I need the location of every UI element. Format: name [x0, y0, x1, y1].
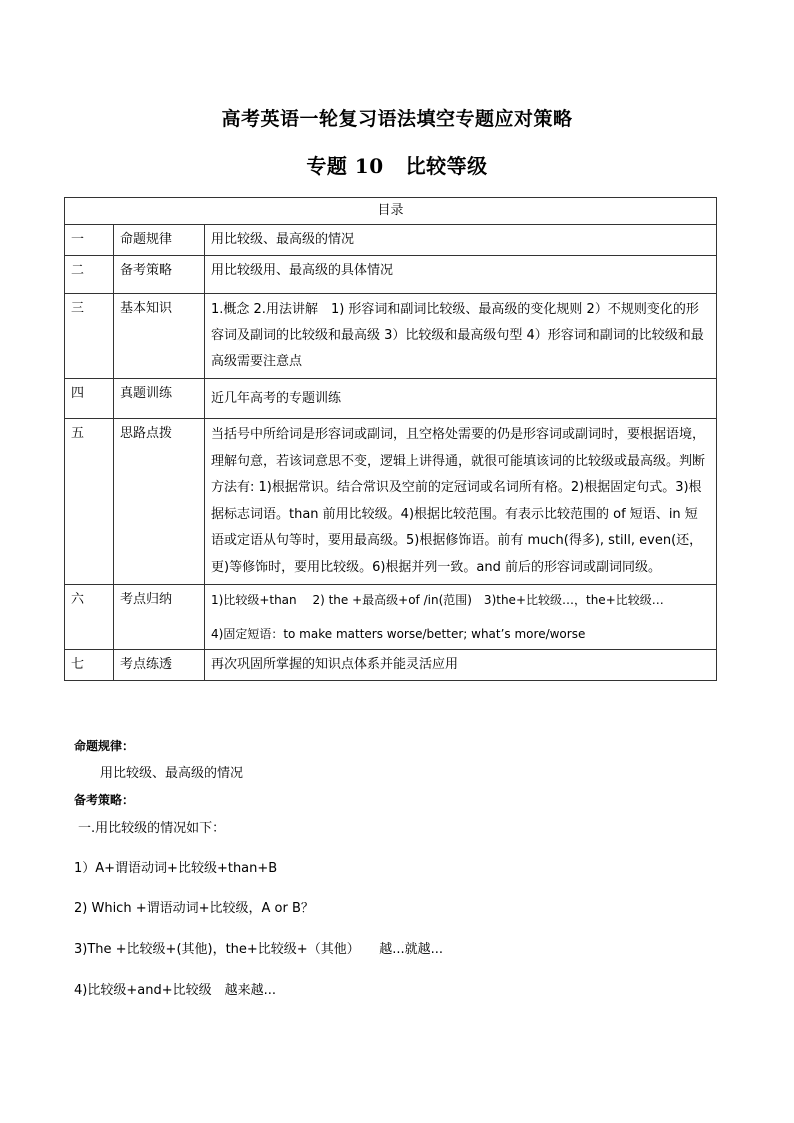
- row-description: 当括号中所给词是形容词或副词，且空格处需要的仍是形容词或副词时，要根据语境，理解句意，若该词意思不变，逻辑上讲得通，就很可能填该词的比较级或最高级。判断方法有: 1)根据常识。结合常识及空前的定冠词或名词所有格。2)根据固定句式。3)根据标志词语。than 前用比较级。4)根据比较范围。有表示比较范围的 of 短语、in 短语或定语从句等时，要用最高级。5)根据修饰语。前有 much(得多), still, even(还，更)等修饰时，要用比较级。6)根据并列一致。and 前后的形容词或副词同级。: [205, 419, 717, 585]
- row-number: 二: [65, 256, 114, 294]
- row-number: 七: [65, 650, 114, 681]
- table-row: [65, 379, 717, 419]
- contents-heading: 目录: [65, 198, 717, 225]
- table-row: [65, 225, 717, 256]
- row-name: 思路点拨: [114, 419, 205, 585]
- row-number: 六: [65, 585, 114, 650]
- row-number: 五: [65, 419, 114, 585]
- row-description: 近几年高考的专题训练: [205, 379, 717, 419]
- section-label-pattern: 命题规律：: [74, 739, 135, 753]
- list-item: 4)比较级+and+比较级 越来越...: [74, 983, 276, 998]
- row-description: 再次巩固所掌握的知识点体系并能灵活应用: [205, 650, 717, 681]
- row-name: 命题规律: [114, 225, 205, 256]
- contents-table: [64, 197, 717, 681]
- row-name: 备考策略: [114, 256, 205, 294]
- table-row: [65, 650, 717, 681]
- row-description: 用比较级用、最高级的具体情况: [205, 256, 717, 294]
- table-row: [65, 294, 717, 379]
- topic-name: 比较等级: [405, 154, 488, 178]
- topic-subtitle: [0, 150, 794, 179]
- section-label-strategy: 备考策略：: [74, 793, 135, 807]
- row-description: 1)比较级+than 2) the +最高级+of /in(范围) 3)the+比较级…，the+比较级… 4)固定短语：to make matters worse/better; what’s more/worse: [205, 585, 717, 650]
- pattern-text: 用比较级、最高级的情况: [100, 766, 244, 781]
- row-name: 真题训练: [114, 379, 205, 419]
- topic-number: 专题 10: [306, 154, 384, 178]
- row-description: 用比较级、最高级的情况: [205, 225, 717, 256]
- row-name: 基本知识: [114, 294, 205, 379]
- row-name: 考点归纳: [114, 585, 205, 650]
- list-item: 3)The +比较级+(其他)，the+比较级+（其他） 越...就越...: [74, 942, 443, 957]
- row-name: 考点练透: [114, 650, 205, 681]
- row-number: 四: [65, 379, 114, 419]
- row-description: 1.概念 2.用法讲解 1) 形容词和副词比较级、最高级的变化规则 2）不规则变化的形容词及副词的比较级和最高级 3）比较级和最高级句型 4）形容词和副词的比较级和最高级需要注意点: [205, 294, 717, 379]
- list-item: 1）A+谓语动词+比较级+than+B: [74, 861, 278, 876]
- table-row: [65, 419, 717, 585]
- list-item: 2) Which +谓语动词+比较级，A or B？: [74, 901, 314, 916]
- document-title: 高考英语一轮复习语法填空专题应对策略: [221, 108, 573, 130]
- table-row: [65, 256, 717, 294]
- row-number: 三: [65, 294, 114, 379]
- row-number: 一: [65, 225, 114, 256]
- table-row: [65, 585, 717, 650]
- strategy-intro: 一.用比较级的情况如下：: [78, 821, 226, 836]
